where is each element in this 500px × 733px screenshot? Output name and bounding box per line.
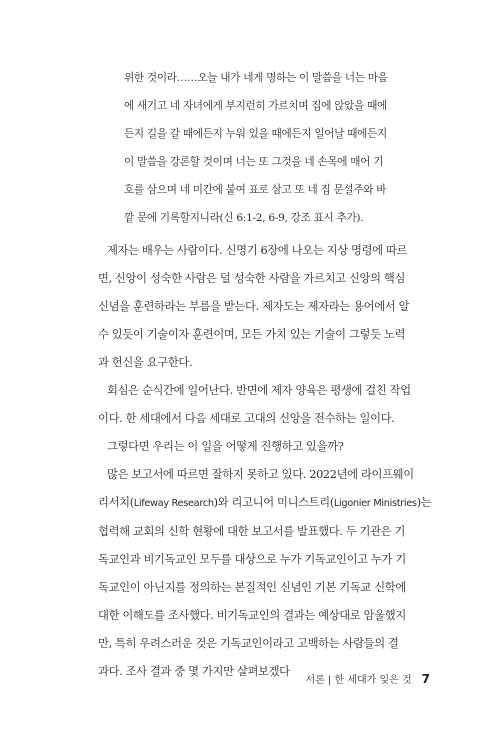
paragraph-2 <box>98 377 433 433</box>
text-segment: )와 리고니어 미니스트리( <box>213 496 334 509</box>
text-line: 제자는 배우는 사람이다. 신명기 6장에 나오는 지상 명령에 따르 <box>107 244 408 257</box>
english-name-lifeway: Lifeway Research <box>133 498 214 509</box>
paragraph-3 <box>98 433 433 461</box>
paragraph-1 <box>98 237 433 377</box>
text-line: 대한 이해도를 조사했다. 비기독교인의 결과는 예상대로 암울했지 <box>98 609 406 622</box>
text-line: 이다. 한 세대에서 다음 세대로 고대의 신앙을 전수하는 일이다. <box>98 412 395 425</box>
text-line: 면, 신앙이 성숙한 사람은 덜 성숙한 사람을 가르치고 신앙의 핵심 <box>98 272 406 285</box>
paragraph-4 <box>98 461 433 686</box>
text-line: 회심은 순식간에 일어난다. 반면에 제자 양육은 평생에 걸친 작업 <box>107 384 411 397</box>
text-line: 독교인과 비기독교인 모두를 대상으로 누가 기독교인이고 누가 기 <box>98 553 406 566</box>
scripture-quote <box>124 64 428 232</box>
page-footer <box>305 671 430 686</box>
text-line: 과다. 조사 결과 중 몇 가지만 살펴보겠다 <box>98 665 290 678</box>
text-segment: 리서치( <box>98 496 134 509</box>
text-line: 만, 특히 우려스러운 것은 기독교인이라고 고백하는 사람들의 결 <box>98 637 399 650</box>
text-line: 신념을 훈련하라는 부름을 받는다. 제자도는 제자라는 용어에서 알 <box>98 300 410 313</box>
text-line: 그렇다면 우리는 이 일을 어떻게 진행하고 있을까? <box>107 440 344 453</box>
quote-line: 호를 삼으며 네 미간에 붙여 표로 삼고 또 네 집 문설주와 바 <box>124 184 387 196</box>
text-line: 많은 보고서에 따르면 잘하지 못하고 있다. 2022년에 라이프웨이 <box>107 468 414 481</box>
body-text <box>98 237 433 686</box>
quote-line: 이 말씀을 강론할 것이며 너는 또 그것을 네 손목에 매어 기 <box>124 156 384 168</box>
quote-line: 위한 것이라……오늘 내가 네게 명하는 이 말씀을 너는 마음 <box>124 72 388 84</box>
quote-line: 에 새기고 네 자녀에게 부지런히 가르치며 집에 앉았을 때에 <box>124 100 387 112</box>
quote-line: 든지 길을 갈 때에든지 누워 있을 때에든지 일어날 때에든지 <box>124 128 387 140</box>
quote-line: 깥 문에 기록할지니라(신 6:1-2, 6-9, 강조 표시 추가). <box>124 212 364 224</box>
page-number: 7 <box>421 672 430 686</box>
text-line: 독교인이 아닌지를 정의하는 본질적인 신념인 기본 기독교 신학에 <box>98 581 406 594</box>
text-segment: )는 <box>416 496 432 509</box>
text-line: 협력해 교회의 신학 현황에 대한 보고서를 발표했다. 두 기관은 기 <box>98 525 406 538</box>
text-line <box>98 489 433 518</box>
text-line: 과 헌신을 요구한다. <box>98 356 193 369</box>
running-head: 서론 | 한 세대가 잊은 것 <box>305 675 412 686</box>
english-name-ligonier: Ligonier Ministries <box>333 498 417 509</box>
text-line: 수 있듯이 기술이자 훈련이며, 모든 가치 있는 기술이 그렇듯 노력 <box>98 328 406 341</box>
